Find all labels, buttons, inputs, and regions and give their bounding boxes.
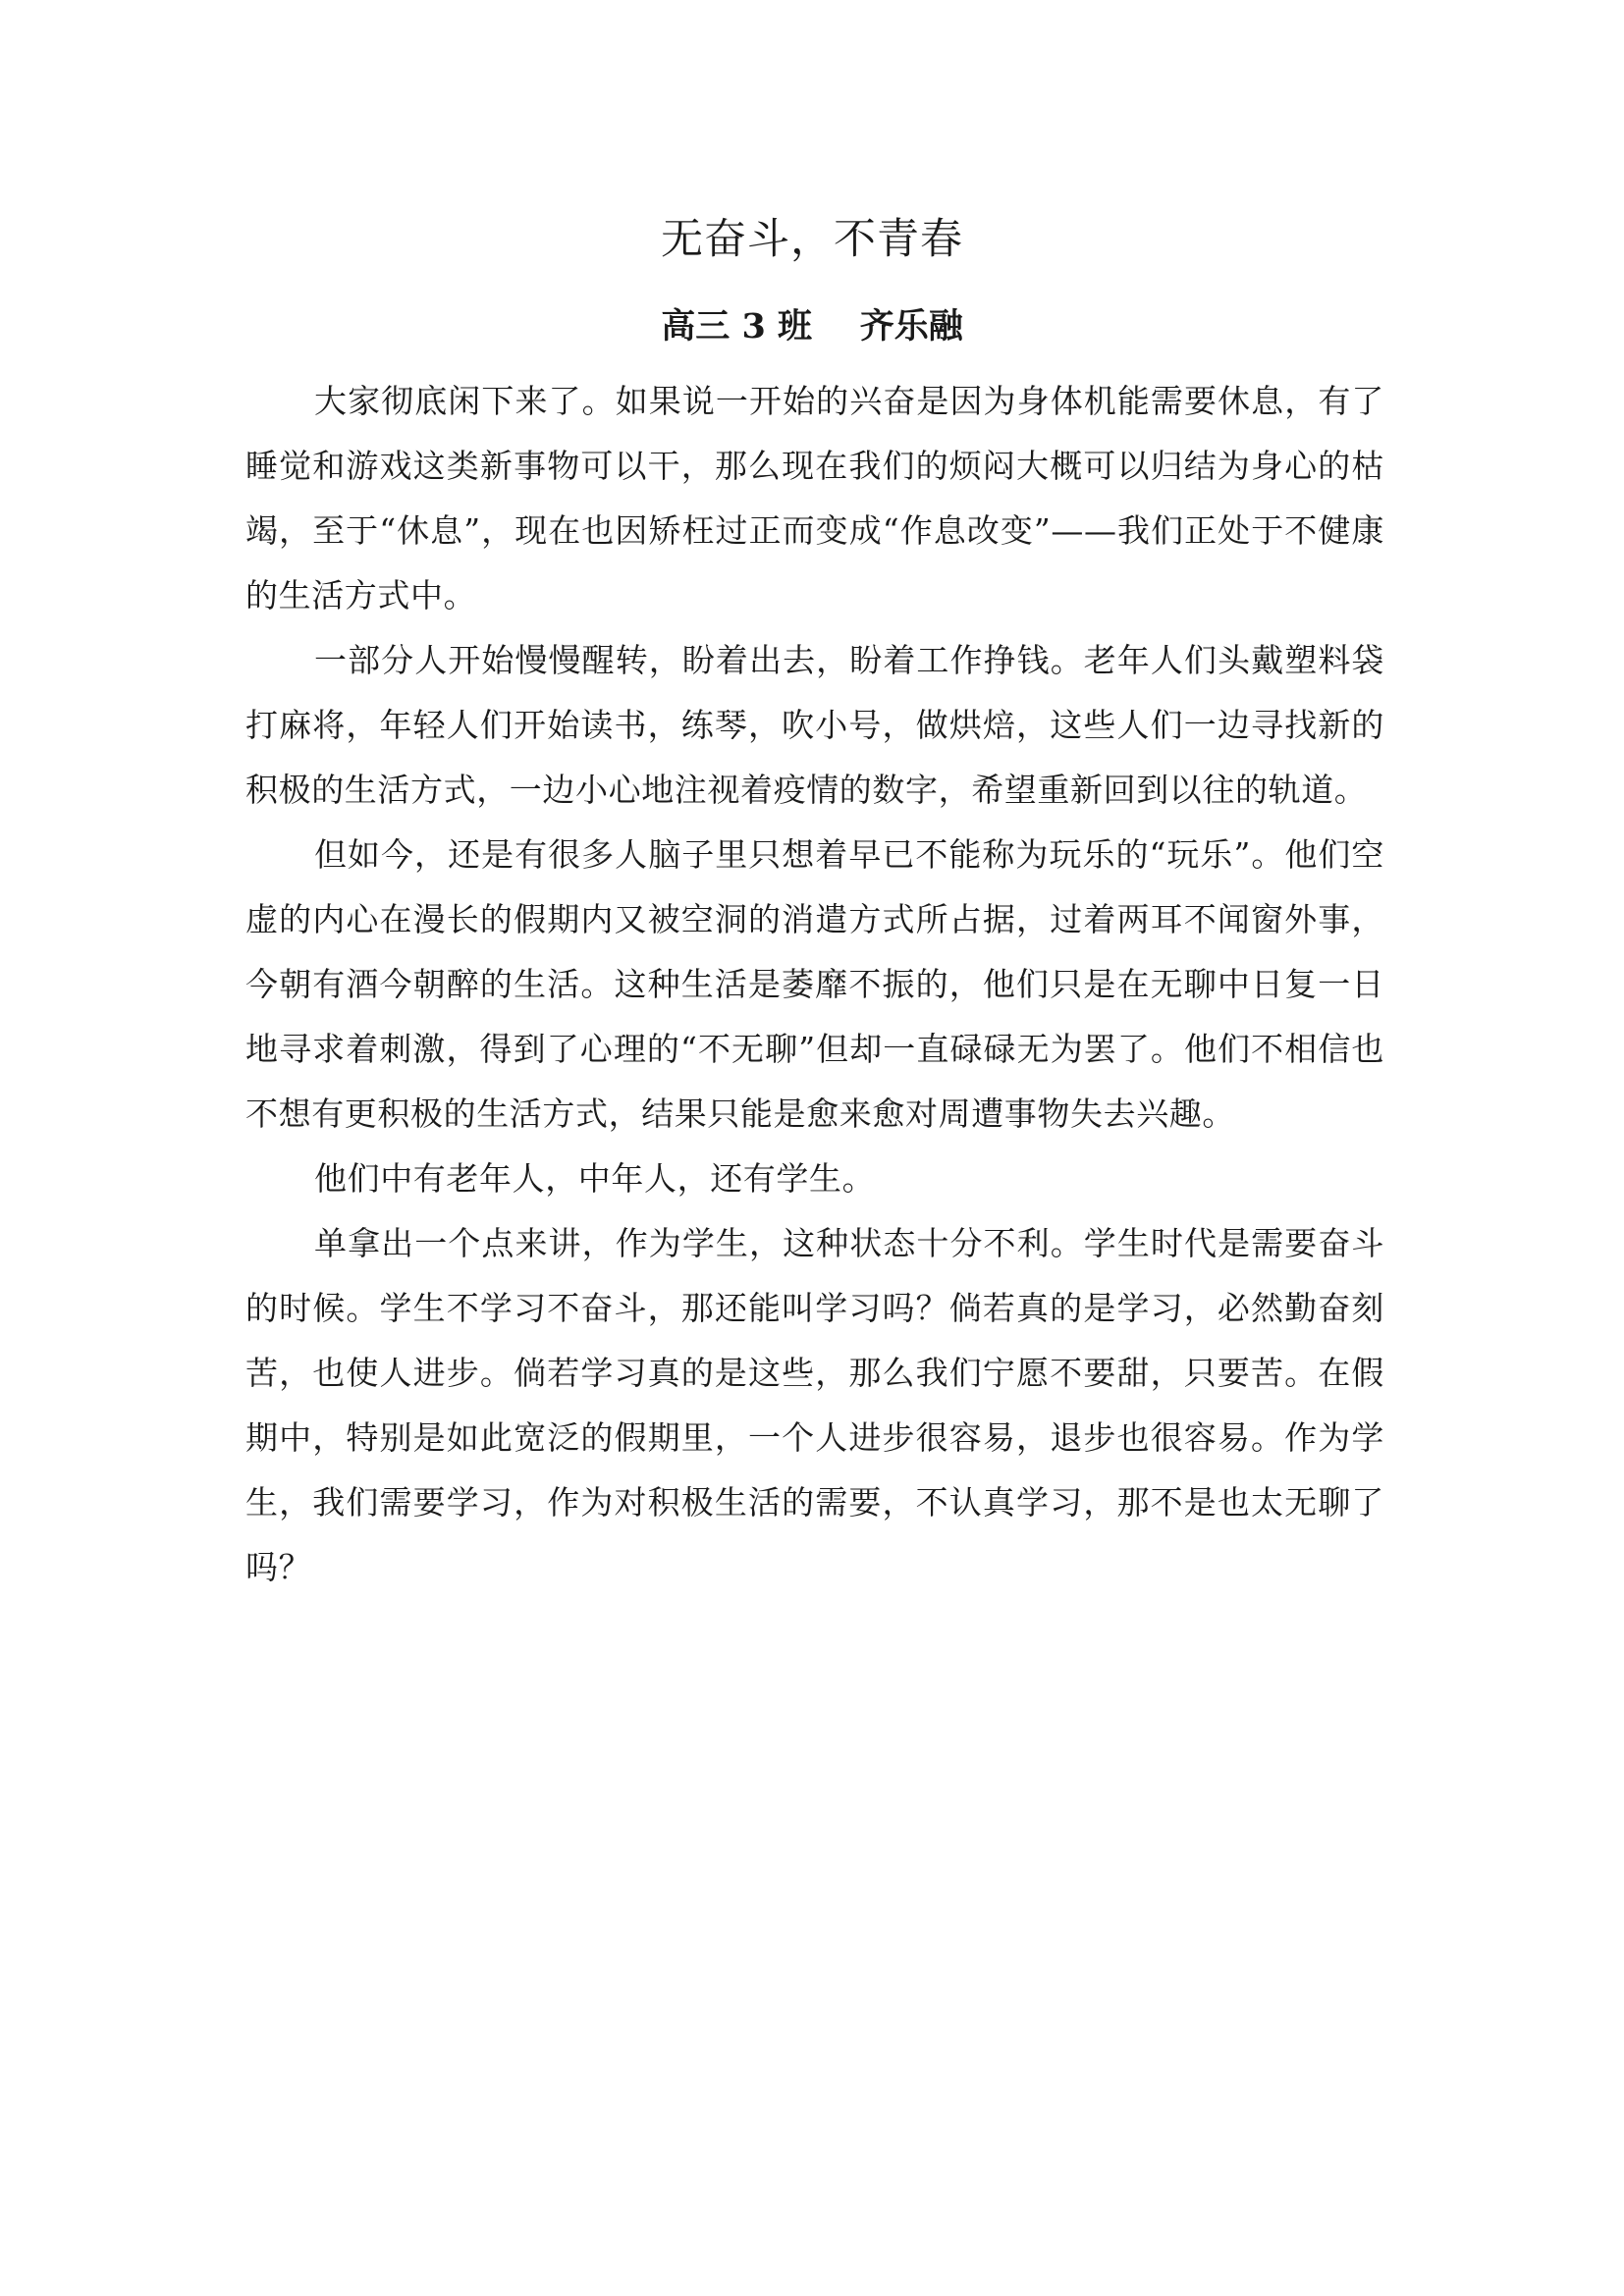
- paragraph: 他们中有老年人，中年人，还有学生。: [314, 1159, 876, 1198]
- paragraph: 单拿出一个点来讲，作为学生，这种状态十分不利。学生时代是需要奋斗的时候。学生不学习不奋斗，那还能叫学习吗？倘若真的是学习，必然勤奋刻苦，也使人进步。倘若学习真的是这些，那么我们宁愿不要甜，只要苦。在假期中，特别是如此宽泛的假期里，一个人进步很容易，退步也很容易。作为学生，我们需要学习，作为对积极生活的需要，不认真学习，那不是也太无聊了吗？: [245, 1224, 1384, 1586]
- paragraph: 一部分人开始慢慢醒转，盼着出去，盼着工作挣钱。老年人们头戴塑料袋打麻将，年轻人们开始读书，练琴，吹小号，做烘焙，这些人们一边寻找新的积极的生活方式，一边小心地注视着疫情的数字，希望重新回到以往的轨道。: [245, 641, 1384, 809]
- paragraph: 但如今，还是有很多人脑子里只想着早已不能称为玩乐的“玩乐”。他们空虚的内心在漫长的假期内又被空洞的消遣方式所占据，过着两耳不闻窗外事，今朝有酒今朝醉的生活。这种生活是萎靡不振的，他们只是在无聊中日复一日地寻求着刺激，得到了心理的“不无聊”但却一直碌碌无为罢了。他们不相信也不想有更积极的生活方式，结果只能是愈来愈对周遭事物失去兴趣。: [245, 835, 1384, 1133]
- essay-title: 无奋斗，不青春: [661, 215, 963, 264]
- essay-body: [245, 369, 1384, 1600]
- author-byline: 高三 3 班 齐乐融: [661, 306, 963, 347]
- paragraph: 大家彻底闲下来了。如果说一开始的兴奋是因为身体机能需要休息，有了睡觉和游戏这类新事物可以干，那么现在我们的烦闷大概可以归结为身心的枯竭，至于“休息”，现在也因矫枉过正而变成“作息改变”——我们正处于不健康的生活方式中。: [245, 382, 1384, 614]
